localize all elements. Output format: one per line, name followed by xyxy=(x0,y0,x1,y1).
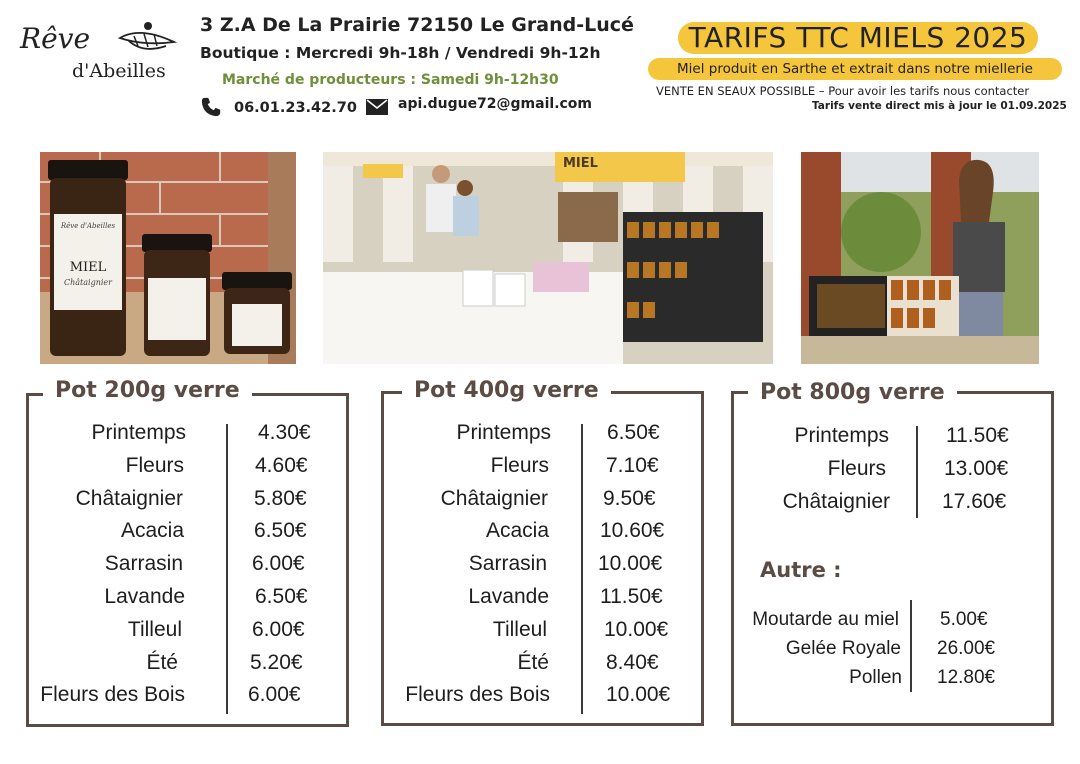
pot200-price-fleurs-des-bois: 6.00€ xyxy=(248,683,301,706)
pot400-name-printemps: Printemps xyxy=(456,421,551,444)
pot200-price-fleurs: 4.60€ xyxy=(255,454,308,477)
market-hours: Marché de producteurs : Samedi 9h-12h30 xyxy=(222,72,559,88)
pot400-price-chataignier: 9.50€ xyxy=(603,487,656,510)
tarifs-subtitle: Miel produit en Sarthe et extrait dans notre miellerie xyxy=(648,58,1062,80)
photo-market-stall xyxy=(323,152,773,364)
pot200-price-sarrasin: 6.00€ xyxy=(252,552,305,575)
pot200-name-fleurs: Fleurs xyxy=(125,454,184,477)
pot400-price-acacia: 10.60€ xyxy=(600,519,665,542)
pot400-name-sarrasin: Sarrasin xyxy=(468,552,547,575)
autre-title: Autre : xyxy=(760,558,842,582)
pot400-price-fleurs-des-bois: 10.00€ xyxy=(606,683,671,706)
brand-logo xyxy=(18,18,183,88)
tarifs-seaux-note: VENTE EN SEAUX POSSIBLE – Pour avoir les tarifs nous contacter xyxy=(656,84,1030,98)
photo-honey-jars xyxy=(40,152,296,364)
jar-label-variety: Châtaignier xyxy=(64,278,112,287)
pot200-name-chataignier: Châtaignier xyxy=(75,487,183,510)
autre-price-gelee-royale: 26.00€ xyxy=(937,638,996,659)
pot800-price-printemps: 11.50€ xyxy=(946,424,1009,447)
pot400-name-lavande: Lavande xyxy=(468,585,549,608)
pot400-price-ete: 8.40€ xyxy=(606,651,659,674)
shop-address: 3 Z.A De La Prairie 72150 Le Grand-Lucé xyxy=(200,14,634,36)
autre-name-gelee-royale: Gelée Royale xyxy=(785,638,901,659)
pot400-name-fleurs: Fleurs xyxy=(490,454,549,477)
pot400-name-acacia: Acacia xyxy=(485,519,549,542)
pot-800g-title: Pot 800g verre xyxy=(748,380,957,405)
pot800-price-fleurs: 13.00€ xyxy=(944,457,1009,480)
pot400-price-fleurs: 7.10€ xyxy=(606,454,659,477)
jar-label-title: MIEL xyxy=(69,260,107,275)
pot400-price-sarrasin: 10.00€ xyxy=(598,552,663,575)
logo-text-reve: Rêve xyxy=(20,22,91,55)
phone-number[interactable]: 06.01.23.42.70 xyxy=(234,100,357,116)
pot200-name-fleurs-des-bois: Fleurs des Bois xyxy=(40,683,185,706)
bee-icon xyxy=(114,20,180,60)
autre-name-pollen: Pollen xyxy=(849,667,902,688)
pot400-name-chataignier: Châtaignier xyxy=(440,487,548,510)
photo-beekeeper xyxy=(801,152,1039,364)
mail-icon xyxy=(365,98,389,116)
pot400-name-fleurs-des-bois: Fleurs des Bois xyxy=(405,683,550,706)
autre-price-pollen: 12.80€ xyxy=(937,667,996,688)
tarifs-update-date: Tarifs vente direct mis à jour le 01.09.2025 xyxy=(812,100,1067,112)
column-divider xyxy=(226,424,228,714)
pot400-price-tilleul: 10.00€ xyxy=(604,618,669,641)
pot-200g-title: Pot 200g verre xyxy=(43,378,252,403)
pot800-name-printemps: Printemps xyxy=(794,424,889,447)
pot200-name-lavande: Lavande xyxy=(104,585,185,608)
pot-400g-title: Pot 400g verre xyxy=(402,378,611,403)
pot200-price-ete: 5.20€ xyxy=(250,651,303,674)
pot200-name-printemps: Printemps xyxy=(91,421,186,444)
logo-text-abeilles: d'Abeilles xyxy=(72,60,166,82)
pot200-price-chataignier: 5.80€ xyxy=(254,487,307,510)
autre-price-moutarde: 5.00€ xyxy=(940,609,988,630)
pot800-name-fleurs: Fleurs xyxy=(827,457,886,480)
pot400-price-printemps: 6.50€ xyxy=(607,421,660,444)
tarifs-title: TARIFS TTC MIELS 2025 xyxy=(678,22,1038,54)
column-divider xyxy=(916,426,918,518)
jar-label-brand: Rêve d'Abeilles xyxy=(60,222,116,230)
pot200-name-ete: Été xyxy=(146,651,178,674)
autre-name-moutarde: Moutarde au miel xyxy=(752,609,899,630)
pot200-name-tilleul: Tilleul xyxy=(127,618,182,641)
column-divider-autre xyxy=(910,600,912,692)
pot400-price-lavande: 11.50€ xyxy=(600,585,663,608)
pot400-name-ete: Été xyxy=(517,651,549,674)
stall-sign: MIEL xyxy=(563,156,598,171)
pot200-name-sarrasin: Sarrasin xyxy=(104,552,183,575)
shop-hours: Boutique : Mercredi 9h-18h / Vendredi 9h-12h xyxy=(200,44,601,62)
pot800-price-chataignier: 17.60€ xyxy=(942,490,1007,513)
phone-icon xyxy=(200,96,222,118)
pot400-name-tilleul: Tilleul xyxy=(492,618,547,641)
email-address[interactable]: api.dugue72@gmail.com xyxy=(398,96,593,112)
column-divider xyxy=(581,424,583,714)
pot200-name-acacia: Acacia xyxy=(120,519,184,542)
pot200-price-acacia: 6.50€ xyxy=(254,519,307,542)
pot200-price-printemps: 4.30€ xyxy=(258,421,311,444)
pot200-price-tilleul: 6.00€ xyxy=(252,618,305,641)
pot800-name-chataignier: Châtaignier xyxy=(782,490,890,513)
pot200-price-lavande: 6.50€ xyxy=(255,585,308,608)
